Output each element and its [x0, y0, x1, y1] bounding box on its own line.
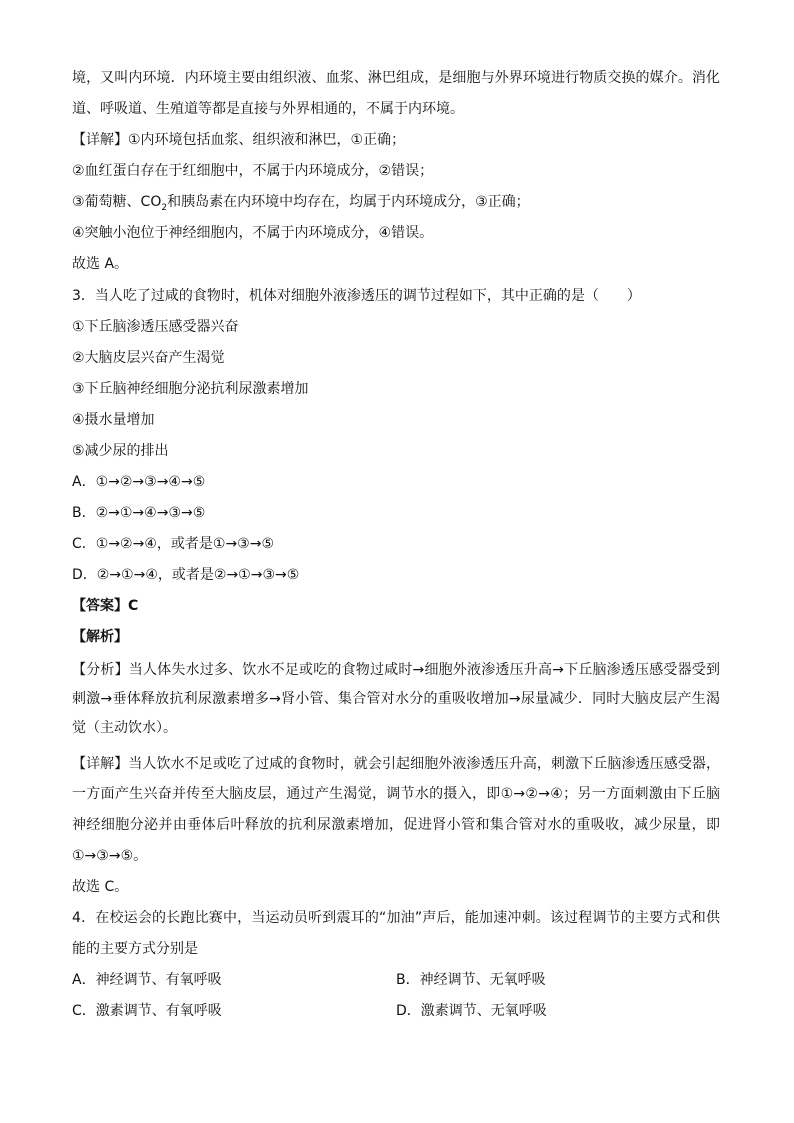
option-d: D．②→①→④，或者是②→①→③→⑤	[72, 567, 300, 583]
option-c: C．激素调节、有氧呼吸	[72, 1003, 222, 1019]
question-4-stem: 4．在校运会的长跑比赛中，当运动员听到震耳的“加油”声后，能加速冲刺。该过程调节的主要方式和供	[72, 910, 720, 926]
conclusion-line: 故选 A。	[72, 256, 129, 272]
text-line: 道、呼吸道、生殖道等都是直接与外界相通的，不属于内环境。	[72, 101, 464, 117]
text-line: 境，又叫内环境．内环境主要由组织液、血浆、淋巴组成，是细胞与外界环境进行物质交换的媒介。消化	[72, 70, 720, 86]
detail-text: ①→③→⑤。	[72, 848, 148, 864]
question-3-stem: 3．当人吃了过咸的食物时，机体对细胞外液渗透压的调节过程如下，其中正确的是（ ）	[72, 288, 641, 304]
answer-label: 【答案】C	[72, 598, 139, 614]
option-b: B．②→①→④→③→⑤	[72, 505, 206, 521]
analysis-text: 刺激→垂体释放抗利尿激素增多→肾小管、集合管对水分的重吸收增加→尿量减少．同时大脑皮层产生渴	[72, 691, 720, 707]
text-span: ③葡萄糖、CO	[72, 194, 162, 210]
question-3-item: ②大脑皮层兴奋产生渴觉	[72, 350, 225, 366]
detail-text: 一方面产生兴奋并传至大脑皮层，通过产生渴觉，调节水的摄入，即①→②→④；另一方面刺激由下丘脑	[72, 786, 720, 802]
option-c: C．①→②→④，或者是①→③→⑤	[72, 536, 275, 552]
analysis-text: 【分析】当人体失水过多、饮水不足或吃的食物过咸时→细胞外液渗透压升高→下丘脑渗透压感受器受到	[72, 662, 720, 678]
question-3-item: ①下丘脑渗透压感受器兴奋	[72, 319, 239, 335]
text-line: ④突触小泡位于神经细胞内，不属于内环境成分，④错误。	[72, 225, 434, 241]
analysis-label: 【解析】	[72, 629, 128, 645]
conclusion-line: 故选 C。	[72, 879, 129, 895]
text-line	[72, 192, 530, 212]
detail-line: 【详解】①内环境包括血浆、组织液和淋巴，①正确；	[72, 132, 406, 148]
question-3-item: ⑤减少尿的排出	[72, 443, 169, 459]
detail-text: 神经细胞分泌并由垂体后叶释放的抗利尿激素增加，促进肾小管和集合管对水的重吸收，减少尿量，即	[72, 817, 720, 833]
text-span: 和胰岛素在内环境中均存在，均属于内环境成分，③正确；	[167, 194, 530, 210]
analysis-text: 觉（主动饮水）。	[72, 720, 177, 736]
option-a: A．神经调节、有氧呼吸	[72, 972, 222, 988]
detail-text: 【详解】当人饮水不足或吃了过咸的食物时，就会引起细胞外液渗透压升高，刺激下丘脑渗透压感受器，	[72, 756, 720, 772]
question-3-item: ③下丘脑神经细胞分泌抗利尿激素增加	[72, 381, 309, 397]
option-a: A．①→②→③→④→⑤	[72, 474, 206, 490]
text-line: ②血红蛋白存在于红细胞中，不属于内环境成分，②错误；	[72, 163, 434, 179]
question-3-item: ④摄水量增加	[72, 412, 155, 428]
question-4-stem: 能的主要方式分别是	[72, 941, 198, 957]
option-d: D．激素调节、无氧呼吸	[396, 1003, 547, 1019]
subscript: 2	[161, 202, 168, 213]
option-b: B．神经调节、无氧呼吸	[396, 972, 546, 988]
